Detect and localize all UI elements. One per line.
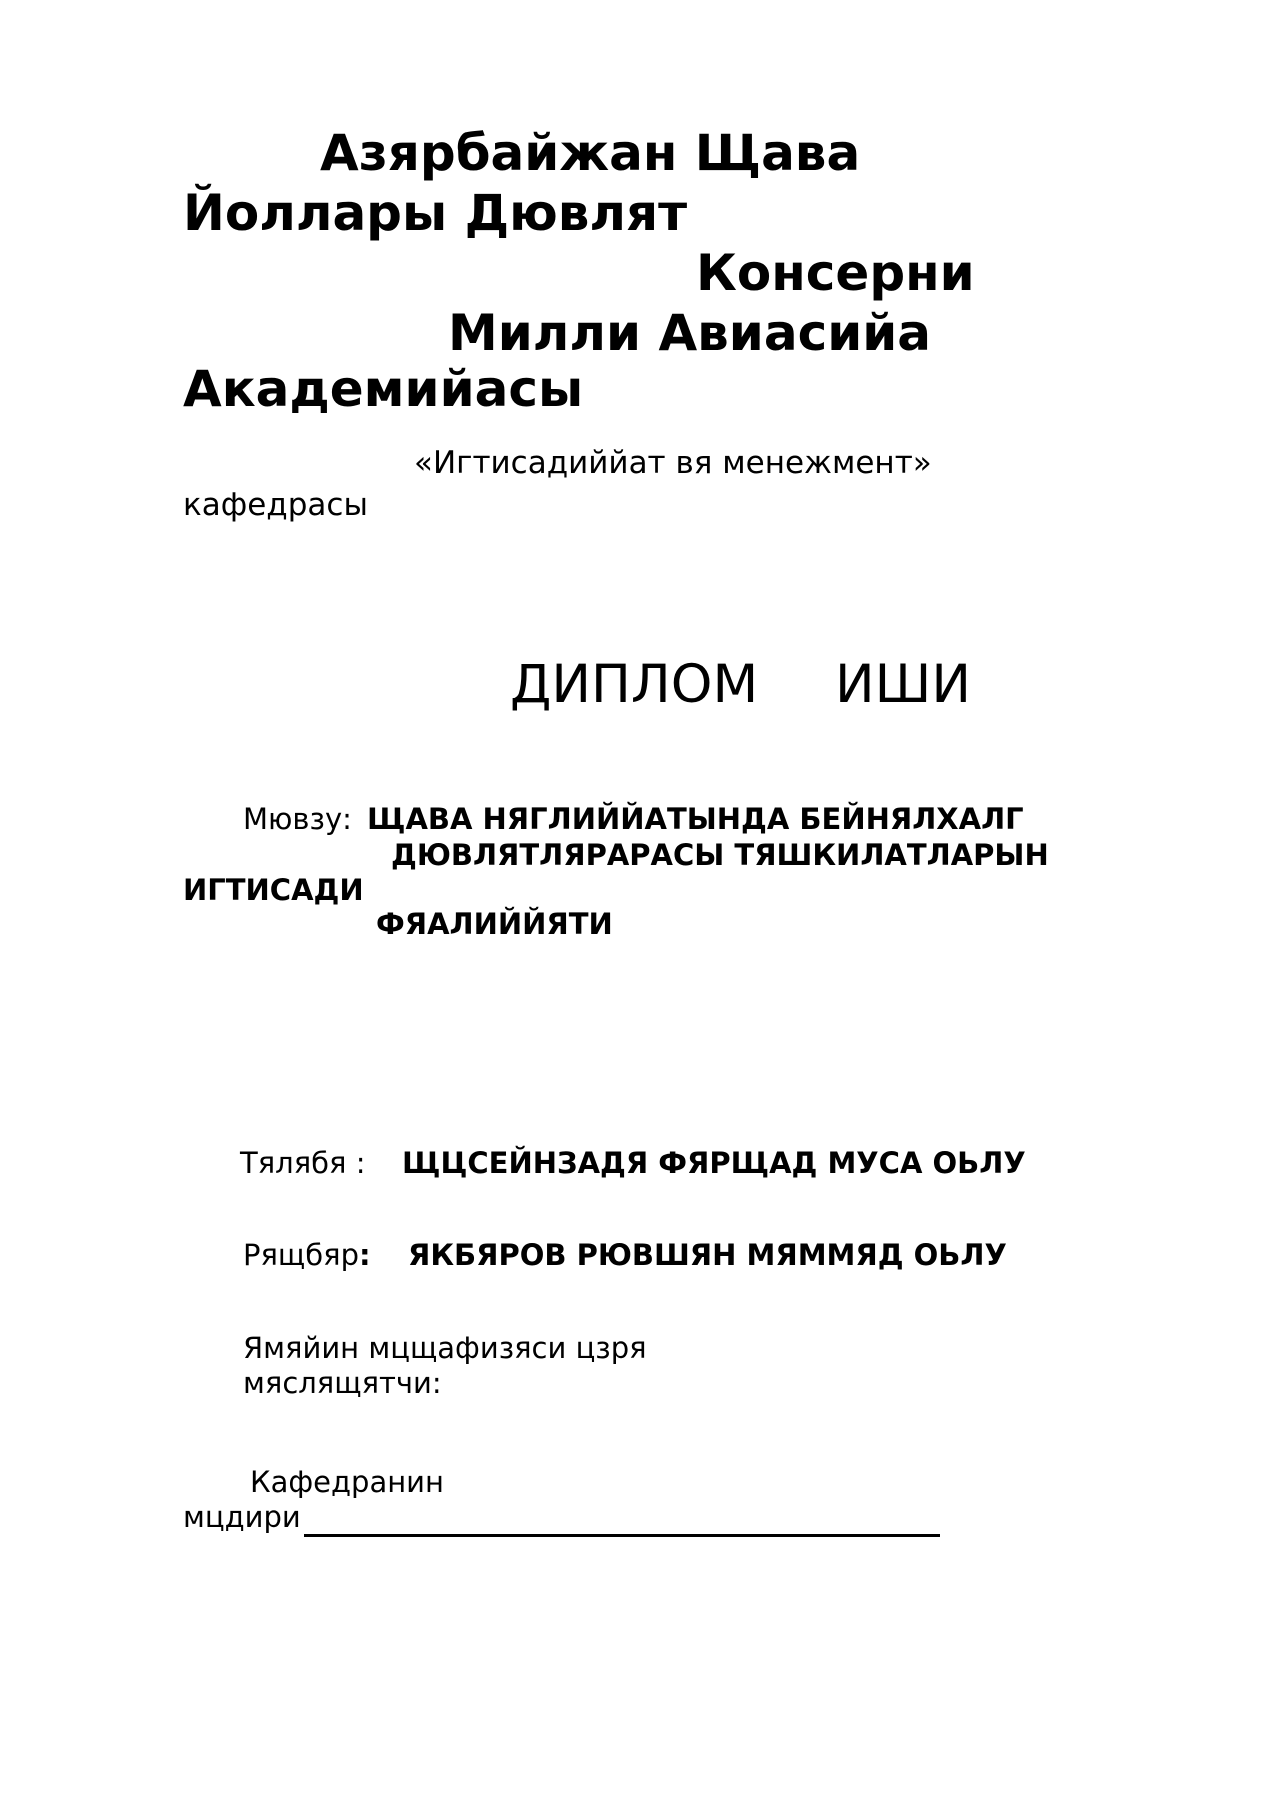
signature-line [304,1534,940,1537]
topic-line-2: ДЮВЛЯТЛЯРАРАСЫ ТЯШКИЛАТЛАРЫН [391,838,1049,872]
department-line-1: «Игтисадиййат вя менежмент» [414,445,932,481]
document-title-word-1: ДИПЛОМ [510,654,759,715]
header-line-3: Консерни [696,244,975,302]
department-head-line-2: мцдири [183,1500,301,1534]
topic-line-4: ФЯАЛИЙЙЯТИ [376,907,613,941]
supervisor-label-text: Рящбяр [243,1238,359,1272]
topic-line-1: ЩАВА НЯГЛИЙЙАТЫНДА БЕЙНЯЛХАЛГ [367,802,1024,836]
student-name: ЩЦСЕЙНЗАДЯ ФЯРЩАД МУСА ОЬЛУ [402,1146,1026,1180]
department-line-2: кафедрасы [183,487,368,523]
header-line-1: Азярбайжан Щава [320,124,861,182]
protection-consultant-line-1: Ямяйин мцщафизяси цзря [243,1331,647,1365]
supervisor-label [243,1238,371,1272]
topic-label: Мювзу: [243,802,352,836]
department-head-line-1: Кафедранин [250,1465,444,1499]
header-line-2: Йоллары Дювлят [183,184,688,242]
topic-line-3: ИГТИСАДИ [183,873,364,907]
supervisor-label-colon: : [359,1238,371,1272]
header-line-5: Академийасы [183,360,584,418]
document-title-word-2: ИШИ [835,654,971,715]
student-label: Тялябя : [240,1146,366,1180]
protection-consultant-line-2: мяслящятчи: [243,1366,442,1400]
supervisor-name: ЯКБЯРОВ РЮВШЯН МЯММЯД ОЬЛУ [408,1238,1007,1272]
header-line-4: Милли Авиасийа [448,304,932,362]
